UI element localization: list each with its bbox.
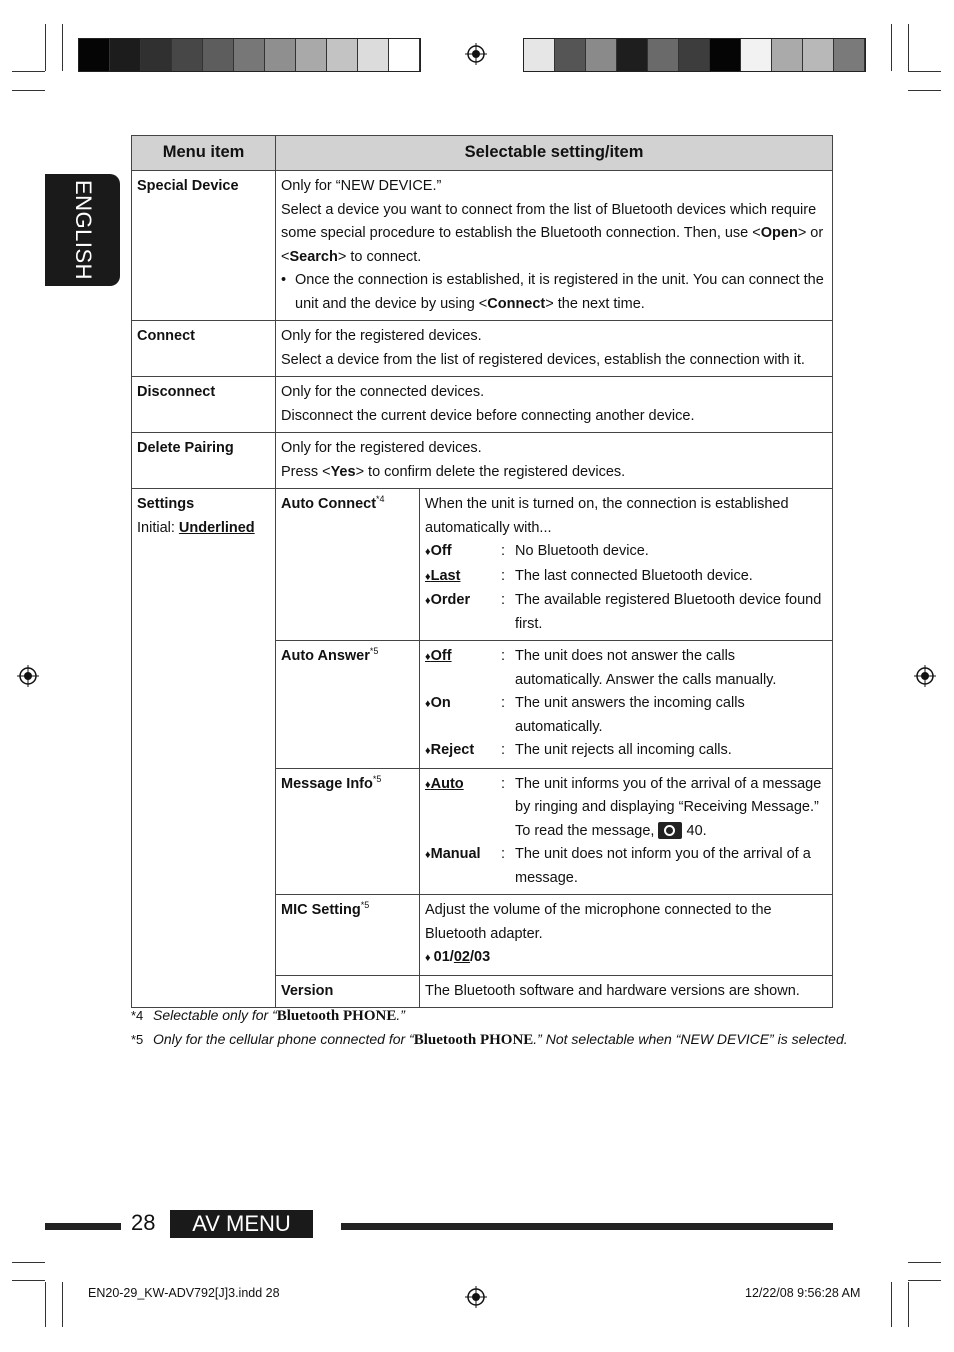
col-header-setting: Selectable setting/item bbox=[276, 136, 833, 171]
color-swatch bbox=[110, 39, 141, 71]
crop-mark bbox=[12, 90, 45, 91]
setting-mic-setting bbox=[420, 895, 833, 976]
crop-mark bbox=[908, 1262, 941, 1263]
color-swatch bbox=[555, 39, 586, 71]
color-swatch bbox=[648, 39, 679, 71]
bullet-note: • Once the connection is established, it is registered in the unit. You can connect the unit and the device by using <Connect> the next time. bbox=[281, 272, 824, 312]
option-row: ♦ Off : The unit does not answer the calls automatically. Answer the calls manually. bbox=[425, 645, 826, 692]
setting-delete-pairing bbox=[276, 433, 833, 489]
color-swatch bbox=[524, 39, 555, 71]
table-row bbox=[132, 377, 833, 433]
menu-item-disconnect: Disconnect bbox=[132, 377, 276, 433]
menu-settings-table bbox=[131, 135, 833, 1008]
text-line: Select a device you want to connect from the list of Bluetooth devices which require some special procedure to establish the Bluetooth connection. Then, use <Open> or <Search> to connect. bbox=[281, 201, 824, 265]
option-row: ♦ On : The unit answers the incoming calls automatically. bbox=[425, 692, 826, 739]
imprint-file: EN20-29_KW-ADV792[J]3.indd 28 bbox=[88, 1286, 280, 1300]
text-line: When the unit is turned on, the connection is established automatically with... bbox=[425, 496, 789, 536]
color-swatch bbox=[234, 39, 265, 71]
text-line: Adjust the volume of the microphone connected to the Bluetooth adapter. bbox=[425, 902, 772, 942]
color-swatch bbox=[679, 39, 710, 71]
sub-item-version: Version bbox=[276, 975, 420, 1008]
footer-rule-left bbox=[45, 1223, 121, 1230]
mic-options: ♦ 01/02/03 bbox=[425, 949, 491, 965]
text-line: Only for “NEW DEVICE.” bbox=[281, 178, 442, 194]
table-row bbox=[132, 321, 833, 377]
option-row: ♦ Reject : The unit rejects all incoming calls. bbox=[425, 739, 826, 764]
text-line: Only for the connected devices. bbox=[281, 384, 485, 400]
crop-mark bbox=[908, 24, 909, 71]
crop-mark bbox=[45, 1282, 46, 1327]
registration-mark-icon bbox=[465, 1286, 487, 1308]
registration-mark-icon bbox=[914, 665, 936, 687]
keyword-yes: Yes bbox=[330, 463, 356, 480]
color-swatch bbox=[834, 39, 865, 71]
setting-version: The Bluetooth software and hardware versions are shown. bbox=[420, 975, 833, 1008]
sub-item-message-info: Message Info$^{*5}$ bbox=[276, 768, 420, 895]
table-row bbox=[132, 171, 833, 321]
color-swatch bbox=[265, 39, 296, 71]
color-swatch bbox=[141, 39, 172, 71]
registration-mark-icon bbox=[17, 665, 39, 687]
sub-item-auto-connect: Auto Connect$^{*4}$ bbox=[276, 489, 420, 641]
color-calibration-bar-left bbox=[78, 38, 421, 72]
setting-special-device bbox=[276, 171, 833, 321]
color-swatch bbox=[741, 39, 772, 71]
section-label: AV MENU bbox=[170, 1210, 313, 1238]
text-line: Only for the registered devices. bbox=[281, 440, 482, 456]
menu-item-settings bbox=[132, 489, 276, 1008]
crop-mark bbox=[12, 71, 45, 72]
footnote-4: *4 Selectable only for “Bluetooth PHONE.” bbox=[131, 1007, 405, 1024]
keyword-search: Search bbox=[289, 248, 338, 265]
crop-mark bbox=[45, 24, 46, 71]
color-swatch bbox=[79, 39, 110, 71]
setting-connect bbox=[276, 321, 833, 377]
setting-message-info bbox=[420, 768, 833, 895]
menu-item-delete-pairing: Delete Pairing bbox=[132, 433, 276, 489]
reference-search-icon bbox=[658, 822, 682, 839]
color-swatch bbox=[803, 39, 834, 71]
setting-auto-connect bbox=[420, 489, 833, 641]
crop-mark bbox=[12, 1262, 45, 1263]
color-swatch bbox=[327, 39, 358, 71]
keyword-connect: Connect bbox=[487, 295, 546, 312]
crop-mark bbox=[908, 1282, 909, 1327]
option-row: ♦ Auto : The unit informs you of the arrival of a message by ringing and displaying “Receiving Message.” To read the message, 40. bbox=[425, 773, 826, 844]
menu-item-connect: Connect bbox=[132, 321, 276, 377]
sub-item-auto-answer: Auto Answer$^{*5}$ bbox=[276, 641, 420, 769]
text-line: Disconnect the current device before connecting another device. bbox=[281, 407, 695, 424]
setting-disconnect bbox=[276, 377, 833, 433]
page-number: 28 bbox=[131, 1210, 156, 1235]
color-swatch bbox=[389, 39, 420, 71]
crop-mark bbox=[908, 90, 941, 91]
crop-mark bbox=[908, 71, 941, 72]
text-line: Select a device from the list of registered devices, establish the connection with it. bbox=[281, 351, 805, 368]
sub-item-mic-setting: MIC Setting$^{*5}$ bbox=[276, 895, 420, 976]
table-row bbox=[132, 433, 833, 489]
setting-auto-answer bbox=[420, 641, 833, 769]
imprint-datetime: 12/22/08 9:56:28 AM bbox=[745, 1286, 861, 1300]
color-swatch bbox=[358, 39, 389, 71]
registration-mark-icon bbox=[465, 43, 487, 65]
crop-mark bbox=[12, 1280, 45, 1281]
crop-mark bbox=[62, 1282, 63, 1327]
text-line: Only for the registered devices. bbox=[281, 328, 482, 344]
color-swatch bbox=[617, 39, 648, 71]
color-swatch bbox=[710, 39, 741, 71]
settings-title: Settings bbox=[137, 496, 195, 512]
crop-mark bbox=[908, 1280, 941, 1281]
table-row bbox=[132, 489, 833, 641]
option-row: ♦ Order : The available registered Bluetooth device found first. bbox=[425, 589, 826, 636]
color-swatch bbox=[772, 39, 803, 71]
language-label: ENGLISH bbox=[70, 179, 96, 281]
color-swatch bbox=[586, 39, 617, 71]
crop-mark bbox=[62, 24, 63, 71]
language-tab bbox=[45, 174, 120, 286]
col-header-menu-item: Menu item bbox=[132, 136, 276, 171]
initial-note: Initial: Underlined bbox=[137, 519, 255, 536]
color-swatch bbox=[172, 39, 203, 71]
keyword-open: Open bbox=[760, 225, 798, 241]
option-row: ♦ Off : No Bluetooth device. bbox=[425, 540, 826, 565]
footnote-5: *5 Only for the cellular phone connected for “Bluetooth PHONE.” Not selectable when “NEW DEVICE” is selected. bbox=[131, 1031, 848, 1048]
crop-mark bbox=[891, 1282, 892, 1327]
color-swatch bbox=[203, 39, 234, 71]
crop-mark bbox=[891, 24, 892, 71]
option-row: ♦ Last : The last connected Bluetooth device. bbox=[425, 565, 826, 590]
color-calibration-bar-right bbox=[523, 38, 866, 72]
footer-rule-right bbox=[341, 1223, 833, 1230]
color-swatch bbox=[296, 39, 327, 71]
option-row: ♦ Manual : The unit does not inform you of the arrival of a message. bbox=[425, 843, 826, 890]
text-line: Press <Yes> to confirm delete the registered devices. bbox=[281, 463, 626, 480]
table-header-row bbox=[132, 136, 833, 171]
menu-item-special-device: Special Device bbox=[132, 171, 276, 321]
